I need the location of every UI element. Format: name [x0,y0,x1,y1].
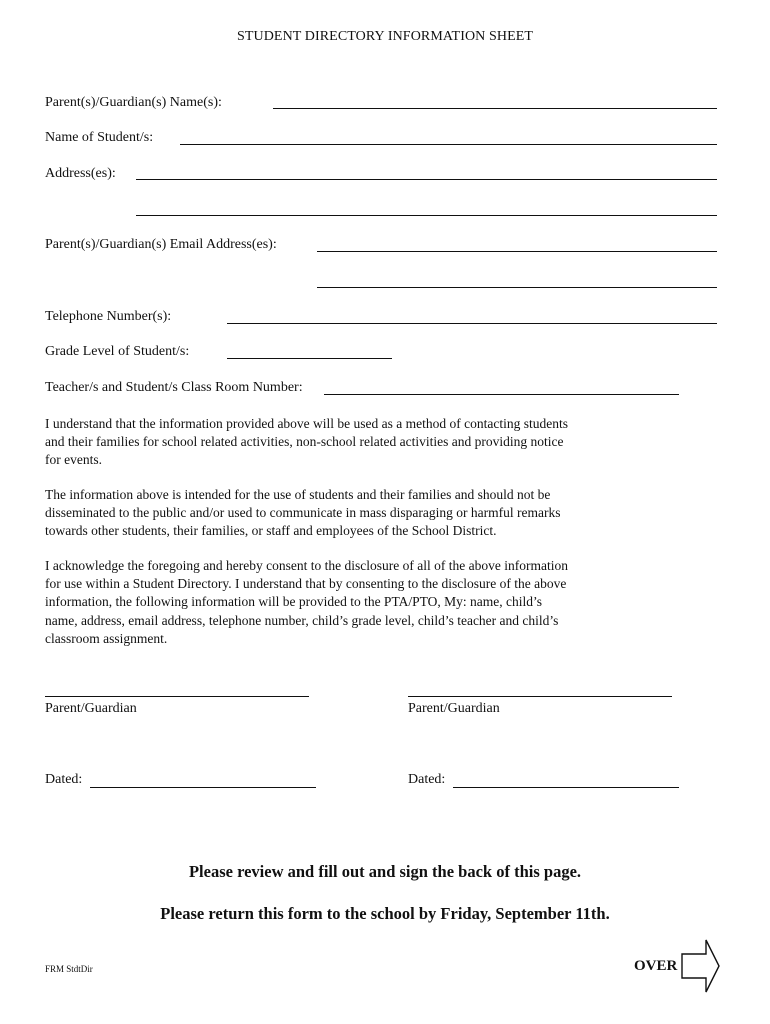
student-names-field[interactable] [180,144,717,145]
dated-label-left: Dated: [45,772,83,787]
review-notice: Please review and fill out and sign the back of this page. [188,862,582,881]
over-label: OVER [634,958,678,974]
consent-paragraph-2: The information above is intended for the use of students and their families and should not be disseminated to the public and/or used to communicate in mass disparaging or harmful remarks towards other students, their families, or staff and employees of the School District. [45,487,561,539]
grade-level-field[interactable] [227,358,392,359]
return-notice: Please return this form to the school by Friday, September 11th. [160,904,610,923]
dated-field-right[interactable] [453,787,679,788]
signature-field-right[interactable] [408,696,672,697]
grade-level-label: Grade Level of Student/s: [45,344,190,359]
consent-paragraph-1: I understand that the information provided above will be used as a method of contacting students and their families for school related activities, non-school related activities and providing notice for events. [45,416,568,468]
address-label: Address(es): [45,166,116,181]
signature-label-left: Parent/Guardian [45,701,137,716]
telephone-field[interactable] [227,323,717,324]
arrow-right-icon [680,938,722,994]
dated-label-right: Dated: [408,772,446,787]
telephone-label: Telephone Number(s): [45,309,172,324]
form-title: STUDENT DIRECTORY INFORMATION SHEET [236,29,534,44]
dated-field-left[interactable] [90,787,316,788]
teacher-room-label: Teacher/s and Student/s Class Room Number: [45,380,303,395]
address-field-2[interactable] [136,215,717,216]
guardian-names-field[interactable] [273,108,717,109]
form-code: FRM StdtDir [45,964,93,974]
address-field-1[interactable] [136,179,717,180]
email-field-1[interactable] [317,251,717,252]
teacher-room-field[interactable] [324,394,679,395]
guardian-names-label: Parent(s)/Guardian(s) Name(s): [45,95,222,110]
signature-label-right: Parent/Guardian [408,701,500,716]
consent-paragraph-3: I acknowledge the foregoing and hereby consent to the disclosure of all of the above information for use within a Student Directory. I understand that by consenting to the disclosure of the above information, the following information will be provided to the PTA/PTO, My: name, child’s name, address, email address, telephone number, child’s grade level, child’s teacher and child’s classroom assignment. [45,558,568,646]
signature-field-left[interactable] [45,696,309,697]
email-field-2[interactable] [317,287,717,288]
student-names-label: Name of Student/s: [45,130,154,145]
email-label: Parent(s)/Guardian(s) Email Address(es): [45,237,277,252]
